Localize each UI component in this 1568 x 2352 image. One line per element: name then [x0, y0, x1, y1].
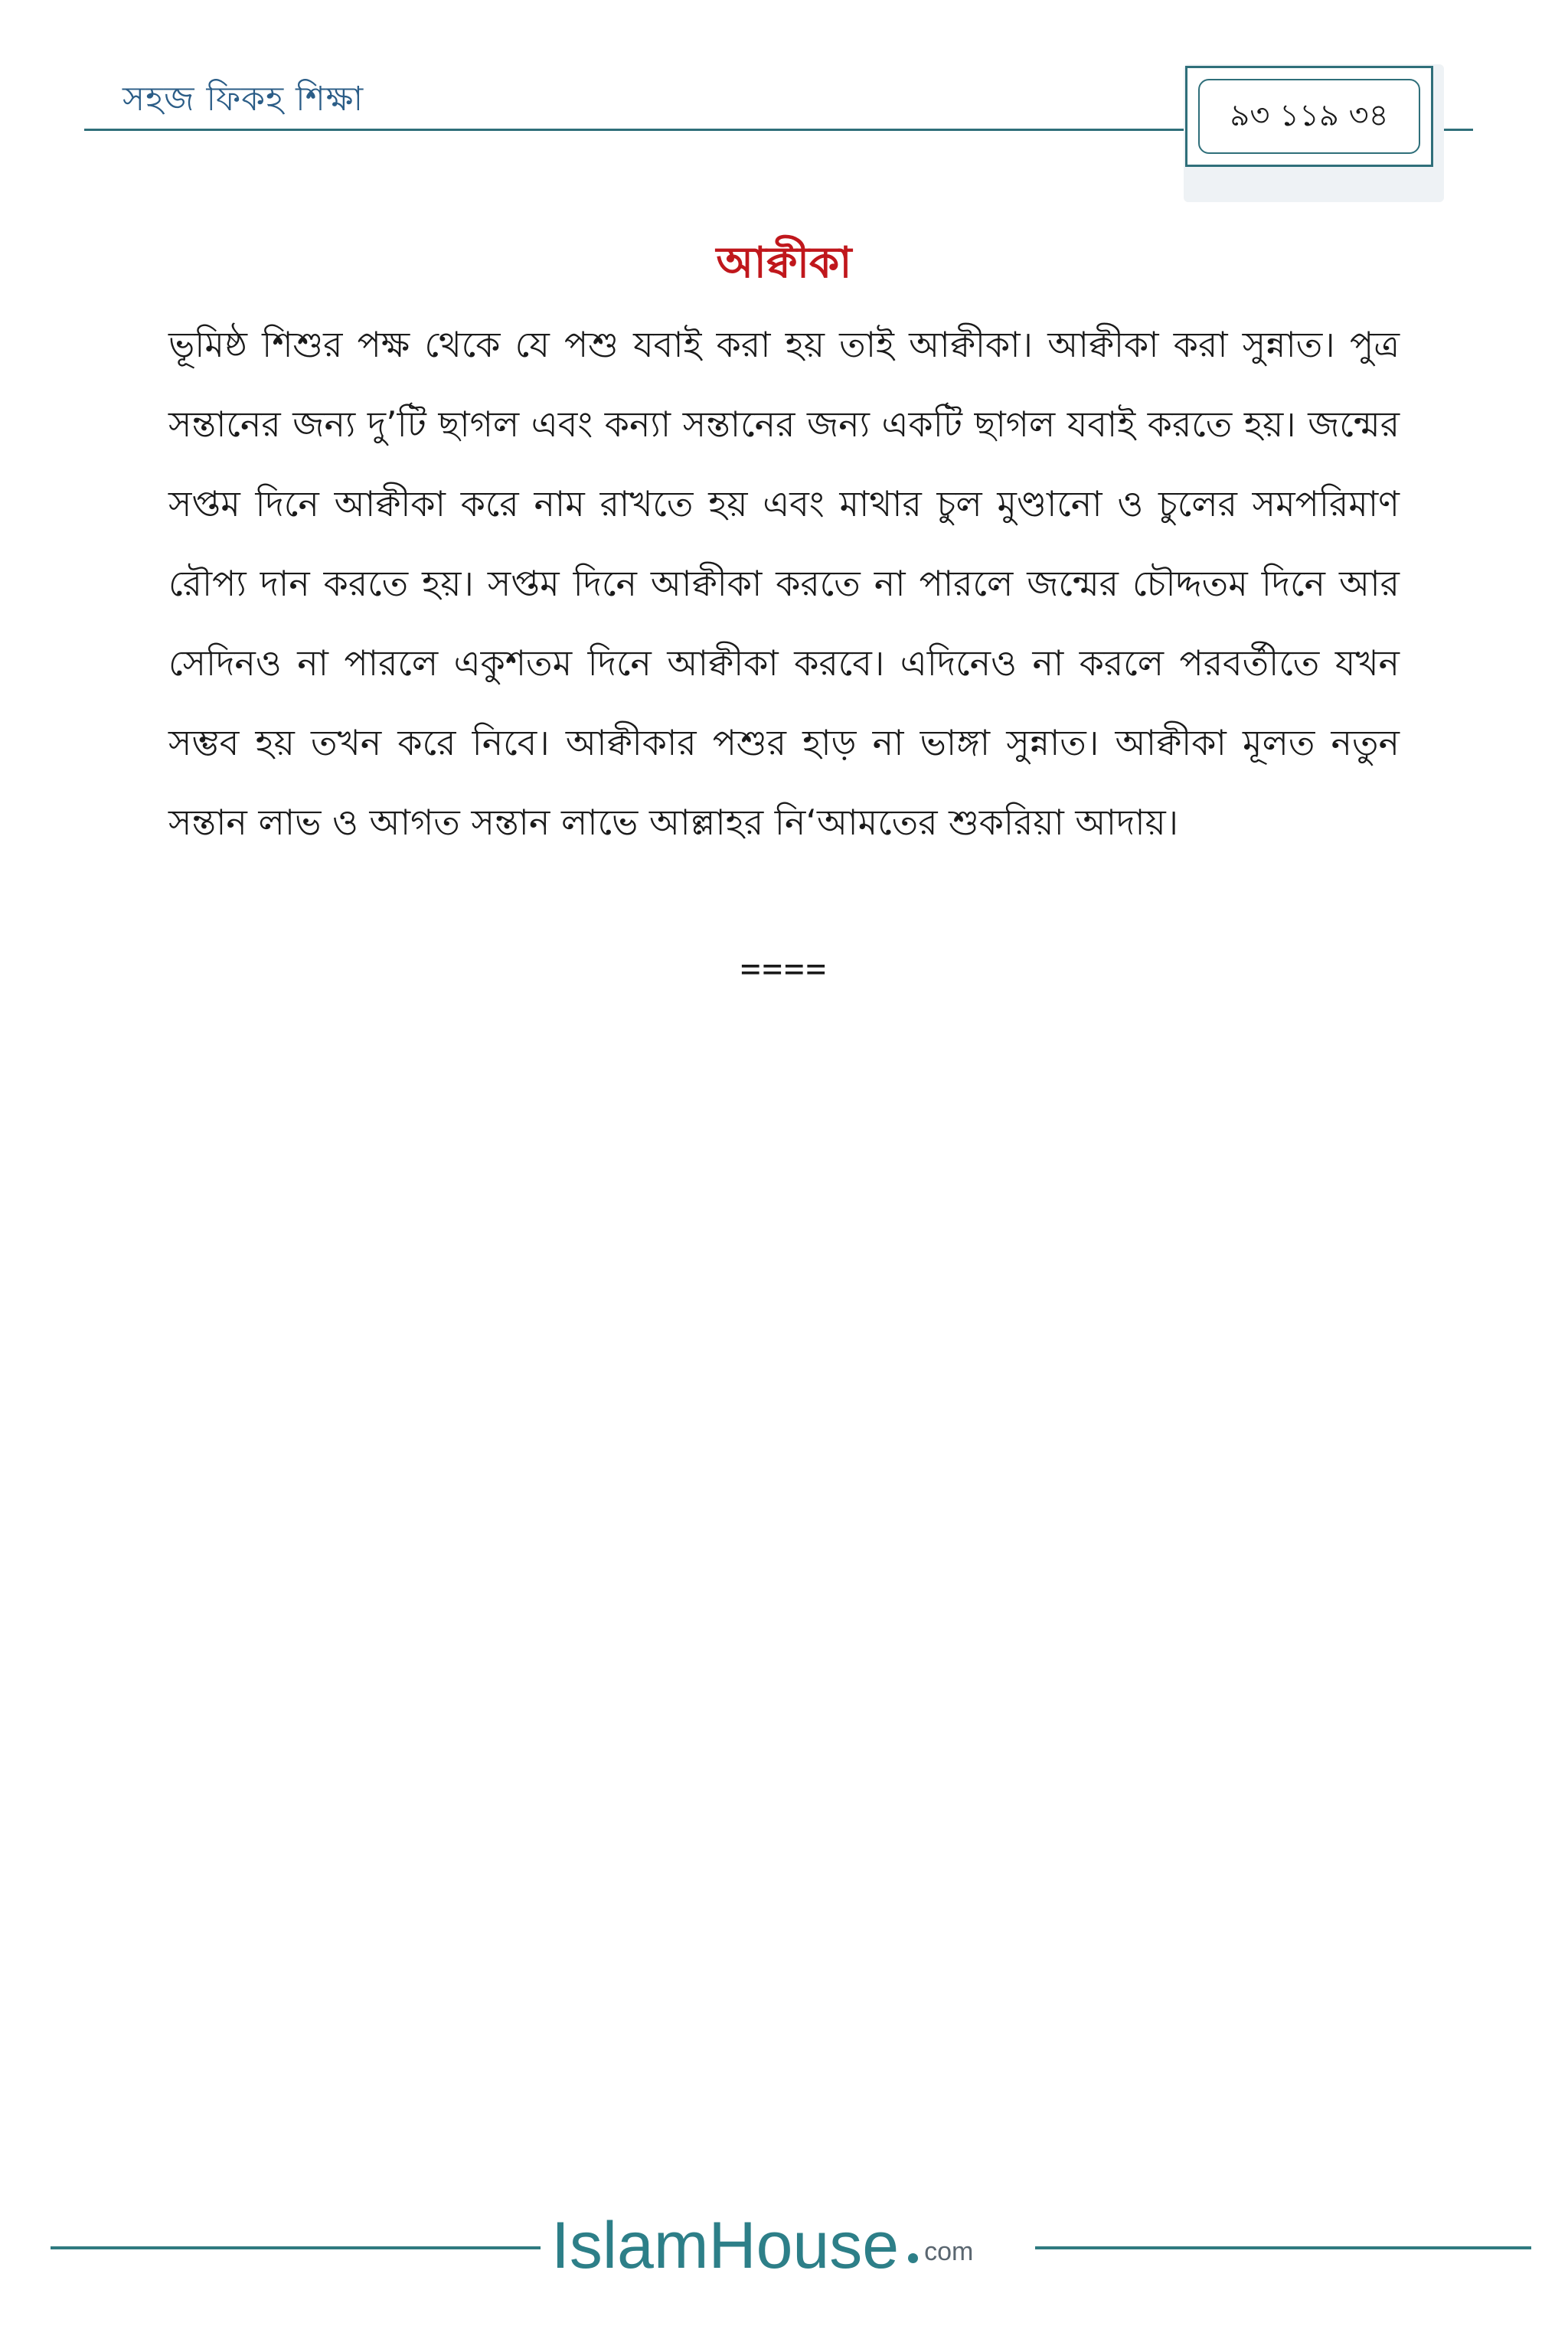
section-end-divider: ==== [740, 949, 828, 988]
page-number-box [1185, 66, 1433, 167]
footer-logo-tld: com [924, 2237, 974, 2266]
footer-logo [551, 2211, 973, 2280]
section-heading: আক্বীকা [716, 238, 852, 288]
footer-rule-right [1035, 2246, 1531, 2249]
footer-rule-left [51, 2246, 541, 2249]
footer-logo-dot-icon [908, 2253, 918, 2263]
header-rule [84, 129, 1217, 131]
page-number: ৯৩ ১১৯ ৩৪ [1198, 79, 1420, 154]
running-header-title: সহজ ফিকহ শিক্ষা [122, 80, 364, 119]
footer-logo-name: IslamHouse [551, 2209, 900, 2282]
body-paragraph: ভূমিষ্ঠ শিশুর পক্ষ থেকে যে পশু যবাই করা হয় তাই আক্বীকা। আক্বীকা করা সুন্নাত। পুত্র সন্তানের জন্য দু’টি ছাগল এবং কন্যা সন্তানের জন্য একটি ছাগল যবাই করতে হয়। জন্মের সপ্তম দিনে আক্বীকা করে নাম রাখতে হয় এবং মাথার চুল মুণ্ডানো ও চুলের সমপরিমাণ রৌপ্য দান করতে হয়। সপ্তম দিনে আক্বীকা করতে না পারলে জন্মের চৌদ্দতম দিনে আর সেদিনও না পারলে একুশতম দিনে আক্বীকা করবে। এদিনেও না করলে পরবর্তীতে যখন সম্ভব হয় তখন করে নিবে। আক্বীকার পশুর হাড় না ভাঙ্গা সুন্নাত। আক্বীকা মূলত নতুন সন্তান লাভ ও আগত সন্তান লাভে আল্লাহর নি‘আমতের শুকরিয়া আদায়। [168, 324, 1400, 843]
header-rule-right [1439, 129, 1473, 131]
